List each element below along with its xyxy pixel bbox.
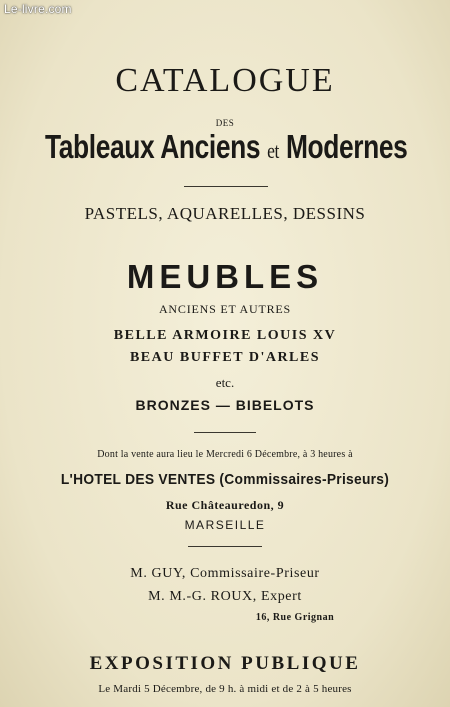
expert-address: 16, Rue Grignan	[255, 612, 335, 623]
anciens-label: ANCIENS ET AUTRES	[158, 302, 292, 316]
meubles-heading: MEUBLES	[126, 258, 324, 295]
item-armoire: BELLE ARMOIRE LOUIS XV	[113, 328, 337, 343]
city: MARSEILLE	[184, 518, 266, 532]
heading-part-1: Tableaux Anciens	[45, 128, 261, 165]
sale-text: Dont la vente aura lieu le Mercredi 6 Décembre, à 3 heures à	[97, 449, 353, 460]
expert: M. M.-G. ROUX, Expert	[148, 589, 302, 604]
hotel-name: L'HOTEL DES VENTES (Commissaires-Priseurs)	[60, 471, 390, 488]
item-buffet: BEAU BUFFET D'ARLES	[129, 350, 321, 365]
etc-label: etc.	[215, 375, 235, 390]
main-heading	[45, 128, 408, 166]
des-label: DES	[215, 118, 235, 128]
subtitle: PASTELS, AQUARELLES, DESSINS	[84, 204, 366, 223]
exposition-date: Le Mardi 5 Décembre, de 9 h. à midi et de 2 à 5 heures	[98, 683, 352, 695]
catalogue-title: CATALOGUE	[115, 62, 335, 99]
commissaire: M. GUY, Commissaire-Priseur	[130, 566, 320, 581]
exposition-heading: EXPOSITION PUBLIQUE	[89, 653, 361, 674]
bronzes-label: BRONZES — BIBELOTS	[135, 397, 315, 413]
divider	[194, 432, 256, 433]
address: Rue Châteauredon, 9	[165, 498, 285, 512]
watermark: Le-livre.com	[4, 2, 72, 16]
heading-part-2: Modernes	[285, 128, 408, 165]
divider	[184, 186, 268, 187]
heading-et: et	[267, 138, 279, 163]
divider	[188, 546, 262, 547]
